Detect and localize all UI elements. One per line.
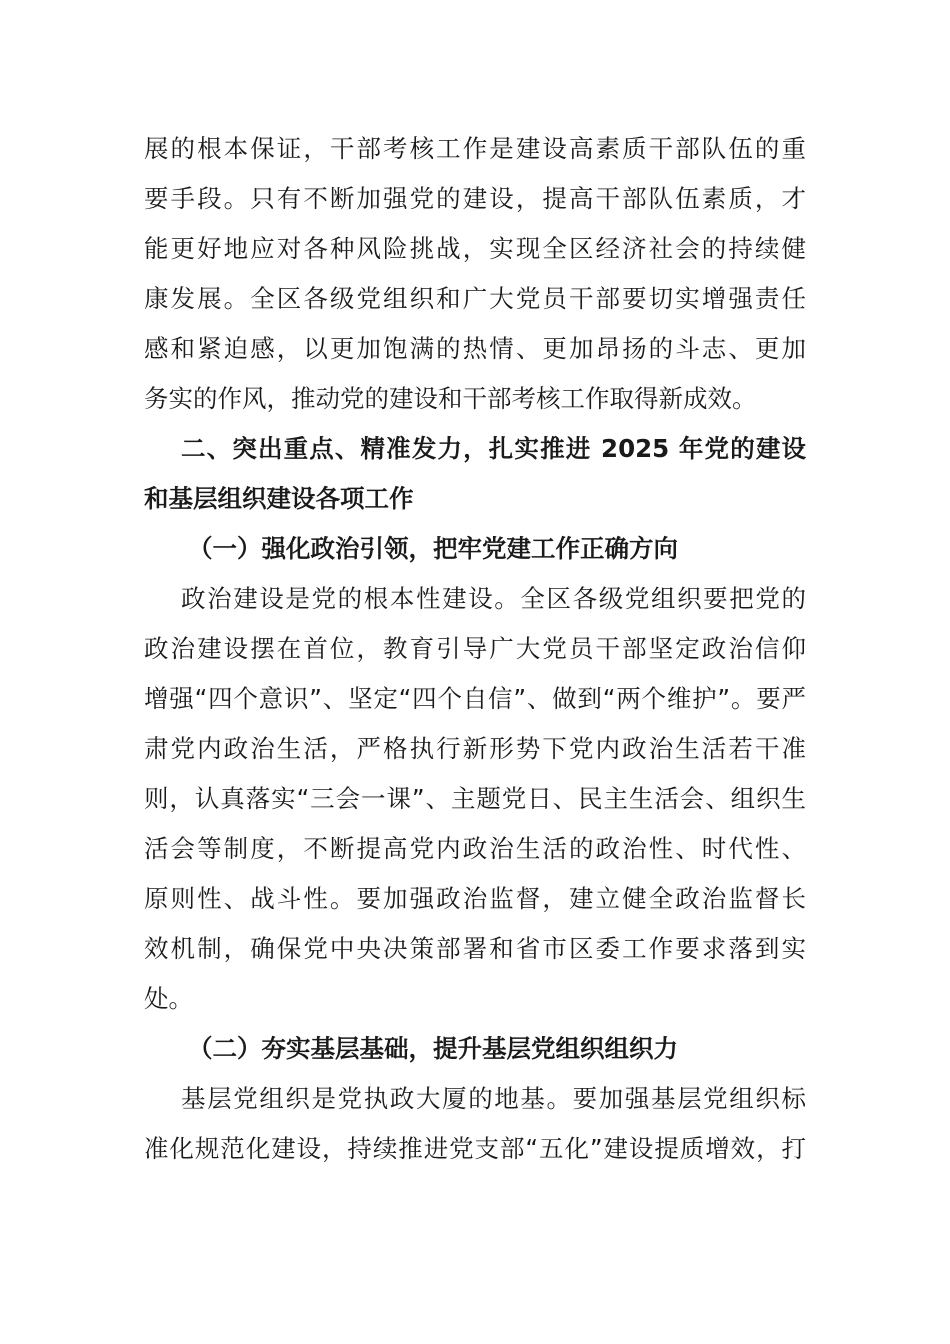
paragraph-1	[144, 124, 806, 424]
text-line: 基层党组织是党执政大厦的地基。要加强基层党组织标	[181, 1084, 806, 1113]
subheading-2: （二）夯实基层基础，提升基层党组织组织力	[188, 1034, 678, 1063]
text-line: 务实的作风，推动党的建设和干部考核工作取得新成效。	[144, 384, 757, 413]
text-line: 要手段。只有不断加强党的建设，提高干部队伍素质，才	[144, 184, 806, 213]
text-line: 展的根本保证，干部考核工作是建设高素质干部队伍的重	[144, 134, 806, 163]
text-line: 肃党内政治生活，严格执行新形势下党内政治生活若干准	[144, 734, 806, 763]
subheading-1: （一）强化政治引领，把牢党建工作正确方向	[188, 534, 678, 563]
heading-line: 和基层组织建设各项工作	[144, 484, 414, 513]
text-line: 增强“四个意识”、坚定“四个自信”、做到“两个维护”。要严	[144, 684, 806, 713]
text-line: 原则性、战斗性。要加强政治监督，建立健全政治监督长	[144, 884, 806, 913]
text-line: 则，认真落实“三会一课”、主题党日、民主生活会、组织生	[144, 784, 806, 813]
heading-line: 二、突出重点、精准发力，扎实推进 2025 年党的建设	[181, 434, 806, 463]
text-line: 康发展。全区各级党组织和广大党员干部要切实增强责任	[144, 284, 806, 313]
text-line: 活会等制度，不断提高党内政治生活的政治性、时代性、	[144, 834, 806, 863]
text-line: 能更好地应对各种风险挑战，实现全区经济社会的持续健	[144, 234, 806, 263]
document-page	[144, 124, 806, 1174]
text-line: 准化规范化建设，持续推进党支部“五化”建设提质增效，打	[144, 1134, 806, 1163]
paragraph-3	[144, 1074, 806, 1174]
text-line: 政治建设是党的根本性建设。全区各级党组织要把党的	[181, 584, 806, 613]
text-line: 效机制，确保党中央决策部署和省市区委工作要求落到实	[144, 934, 806, 963]
text-line: 政治建设摆在首位，教育引导广大党员干部坚定政治信仰	[144, 634, 806, 663]
text-line: 处。	[144, 984, 193, 1013]
paragraph-2	[144, 574, 806, 1024]
section-heading-2	[144, 424, 806, 524]
text-line: 感和紧迫感，以更加饱满的热情、更加昂扬的斗志、更加	[144, 334, 806, 363]
